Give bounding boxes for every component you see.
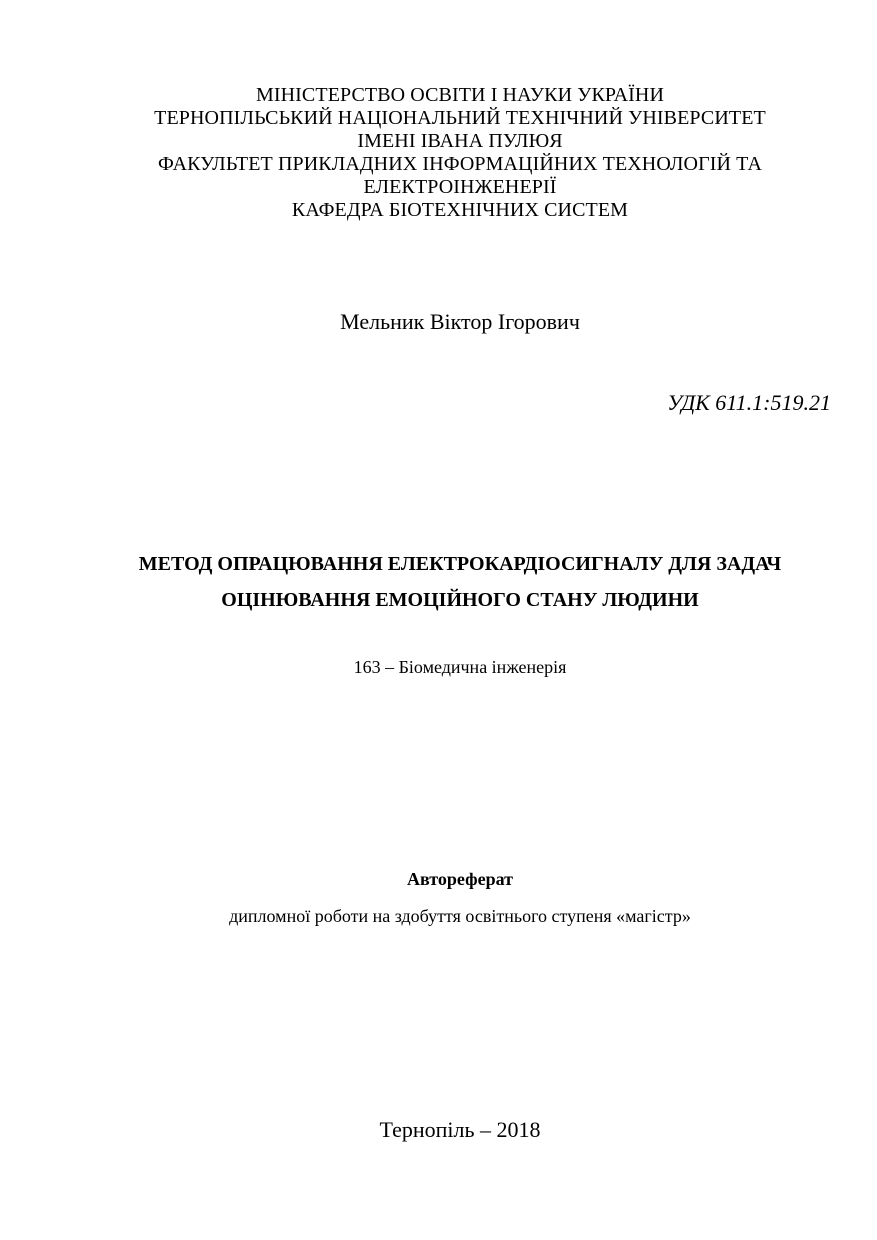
faculty-line-2: ЕЛЕКТРОІНЖЕНЕРІЇ xyxy=(363,176,557,198)
department-line: КАФЕДРА БІОТЕХНІЧНИХ СИСТЕМ xyxy=(291,199,629,221)
thesis-title xyxy=(80,546,840,618)
abstract-subtitle: дипломної роботи на здобуття освітнього ступеня «магістр» xyxy=(229,906,691,926)
ministry-line: МІНІСТЕРСТВО ОСВІТИ І НАУКИ УКРАЇНИ xyxy=(255,84,664,106)
city-year: Тернопіль – 2018 xyxy=(379,1117,541,1142)
specialty: 163 – Біомедична інженерія xyxy=(353,657,567,677)
university-line-1: ТЕРНОПІЛЬСЬКИЙ НАЦІОНАЛЬНИЙ ТЕХНІЧНИЙ УНІВЕРСИТЕТ xyxy=(154,107,766,129)
thesis-title-line-1: МЕТОД ОПРАЦЮВАННЯ ЕЛЕКТРОКАРДІОСИГНАЛУ ДЛЯ ЗАДАЧ xyxy=(138,553,782,575)
faculty-line-1: ФАКУЛЬТЕТ ПРИКЛАДНИХ ІНФОРМАЦІЙНИХ ТЕХНОЛОГІЙ ТА xyxy=(157,153,763,175)
institution-header xyxy=(120,84,800,222)
university-line-2: ІМЕНІ ІВАНА ПУЛЮЯ xyxy=(357,130,563,152)
author-name: Мельник Віктор Ігорович xyxy=(340,309,580,334)
udc-code: УДК 611.1:519.21 xyxy=(667,390,831,415)
thesis-title-line-2: ОЦІНЮВАННЯ ЕМОЦІЙНОГО СТАНУ ЛЮДИНИ xyxy=(221,589,699,611)
abstract-heading: Автореферат xyxy=(407,869,513,889)
